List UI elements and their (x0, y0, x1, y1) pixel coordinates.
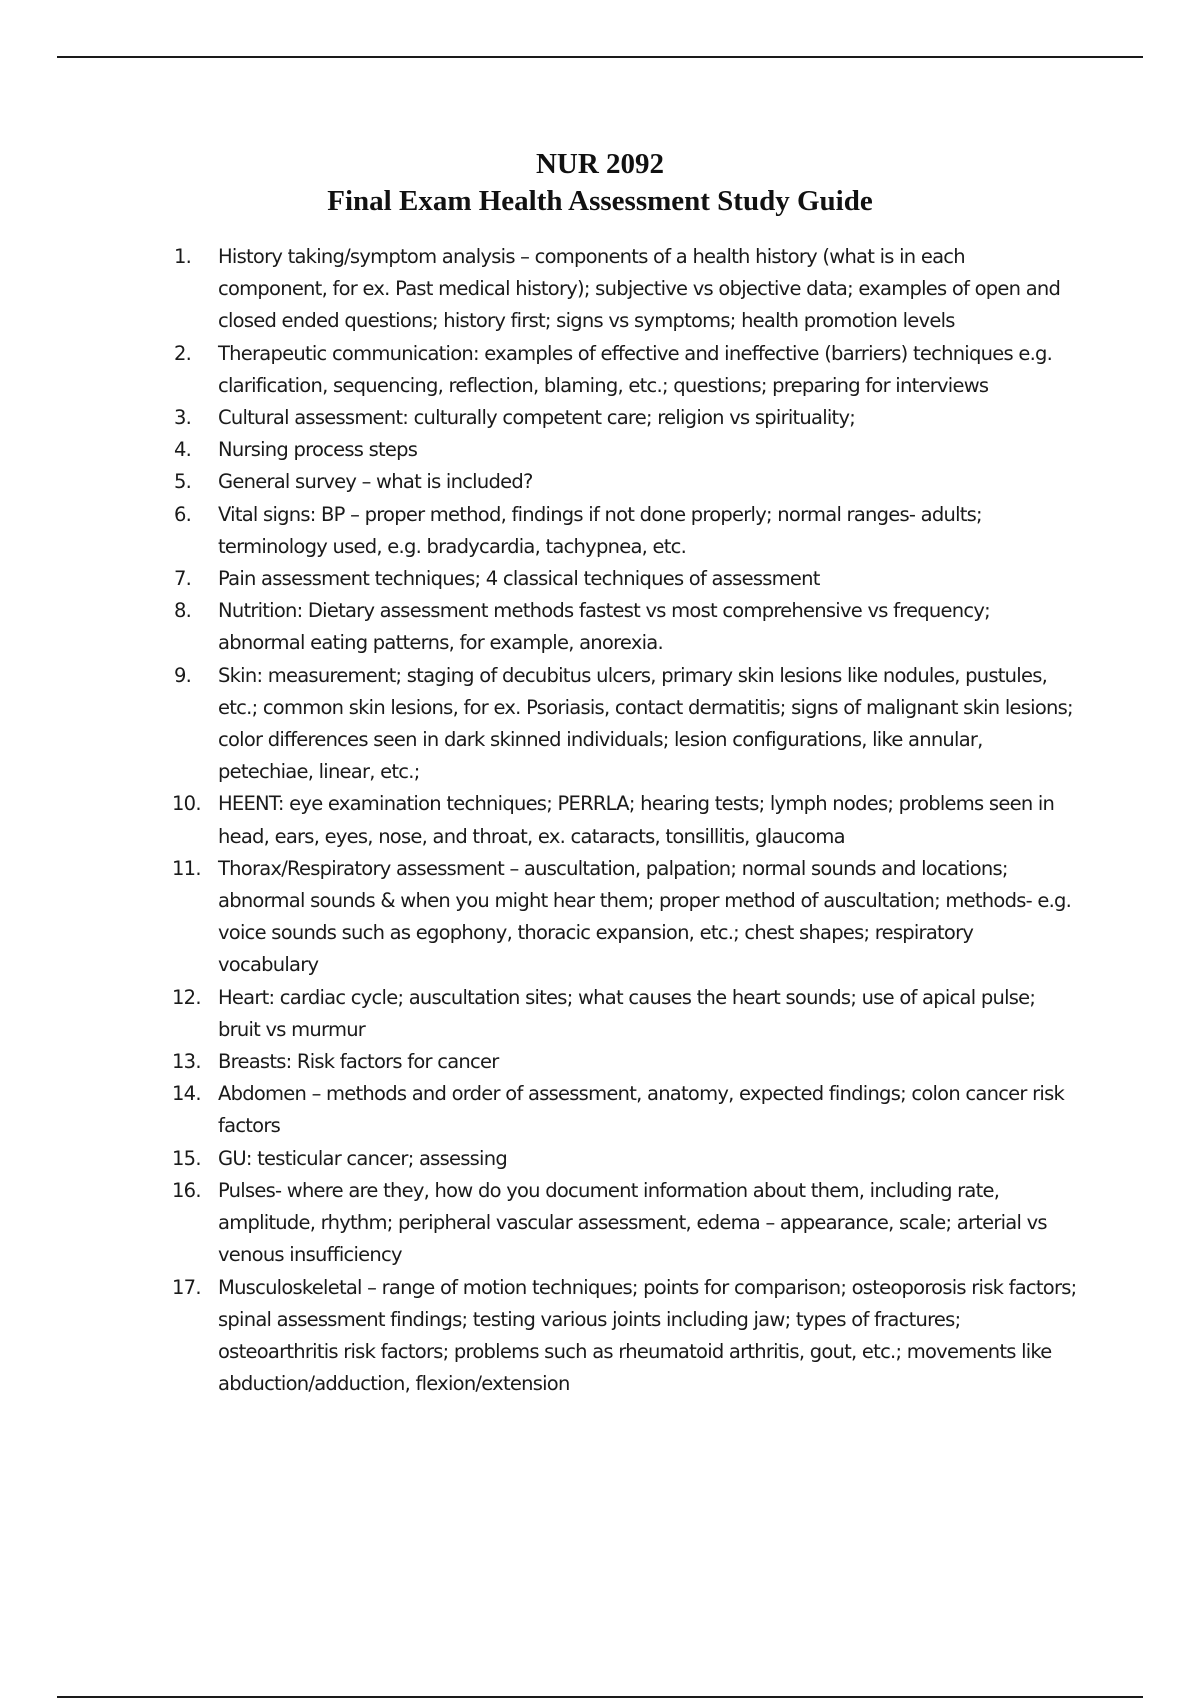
item-number: 7. (174, 567, 192, 591)
item-text: Heart: cardiac cycle; auscultation sites; what causes the heart sounds; use of apical pulse; bruit vs murmur (218, 985, 1036, 1041)
item-number: 12. (172, 985, 201, 1009)
item-number: 3. (174, 406, 192, 430)
item-text: Nursing process steps (218, 438, 418, 462)
item-number: 17. (172, 1275, 201, 1299)
list-item (172, 788, 1078, 852)
item-number: 15. (172, 1146, 201, 1170)
list-item (172, 982, 1078, 1046)
item-text: Breasts: Risk factors for cancer (218, 1050, 499, 1074)
list-item (174, 241, 1078, 338)
item-number: 6. (174, 502, 192, 526)
list-item (174, 499, 1078, 563)
list-item (174, 563, 1078, 595)
list-item (174, 434, 1078, 466)
title-block (0, 146, 1200, 220)
list-item (172, 1143, 1078, 1175)
list-item (174, 402, 1078, 434)
item-text: Thorax/Respiratory assessment – auscultation, palpation; normal sounds and locations; abnormal sounds & when you might hear them; proper method of auscultation; methods- e.g. voice sounds such as egophony, thoracic expansion, etc.; chest shapes; respiratory vocabulary (218, 856, 1072, 977)
item-text: GU: testicular cancer; assessing (218, 1146, 507, 1170)
item-text: History taking/symptom analysis – components of a health history (what is in each component, for ex. Past medical history); subjective vs objective data; examples of open and closed ended questions; history first; signs vs symptoms; health promotion levels (218, 245, 1061, 333)
list-item (172, 1272, 1078, 1401)
item-text: Vital signs: BP – proper method, findings if not done properly; normal ranges- adults; terminology used, e.g. bradycardia, tachypnea, etc. (218, 502, 982, 558)
item-number: 10. (172, 792, 201, 816)
header-rule (57, 56, 1143, 58)
item-text: Cultural assessment: culturally competent care; religion vs spirituality; (218, 406, 856, 430)
item-number: 8. (174, 599, 192, 623)
item-text: HEENT: eye examination techniques; PERRLA; hearing tests; lymph nodes; problems seen in head, ears, eyes, nose, and throat, ex. cataracts, tonsillitis, glaucoma (218, 792, 1055, 848)
footer-rule (57, 1696, 1143, 1698)
list-item (172, 853, 1078, 982)
course-code: NUR 2092 (535, 148, 665, 180)
item-number: 2. (174, 341, 192, 365)
item-number: 16. (172, 1178, 201, 1202)
list-item (174, 466, 1078, 498)
item-number: 5. (174, 470, 192, 494)
list-item (174, 660, 1078, 789)
item-number: 4. (174, 438, 192, 462)
item-number: 11. (172, 856, 201, 880)
list-item (174, 338, 1078, 402)
item-text: Abdomen – methods and order of assessment, anatomy, expected findings; colon cancer risk factors (218, 1082, 1065, 1138)
item-number: 9. (174, 663, 192, 687)
document-title: Final Exam Health Assessment Study Guide (327, 185, 873, 217)
item-text: Pulses- where are they, how do you document information about them, including rate, amplitude, rhythm; peripheral vascular assessment, edema – appearance, scale; arterial vs venous insufficiency (218, 1178, 1047, 1267)
item-text: Skin: measurement; staging of decubitus ulcers, primary skin lesions like nodules, pustules, etc.; common skin lesions, for ex. Psoriasis, contact dermatitis; signs of malignant skin lesions; color differences seen in dark skinned individuals; lesion configurations, like annular, petechiae, linear, etc.; (218, 663, 1073, 784)
item-text: General survey – what is included? (218, 470, 533, 494)
list-item (172, 1046, 1078, 1078)
list-item (172, 1078, 1078, 1142)
item-text: Therapeutic communication: examples of effective and ineffective (barriers) techniques e.g. clarification, sequencing, reflection, blaming, etc.; questions; preparing for interviews (218, 341, 1053, 397)
item-number: 14. (172, 1082, 201, 1106)
list-item (172, 1175, 1078, 1272)
study-topic-list (172, 241, 1078, 1400)
item-number: 13. (172, 1050, 201, 1074)
item-text: Musculoskeletal – range of motion techniques; points for comparison; osteoporosis risk factors; spinal assessment findings; testing various joints including jaw; types of fractures; osteoarthritis risk factors; problems such as rheumatoid arthritis, gout, etc.; movements like abduction/adduction, flexion/extension (218, 1275, 1077, 1396)
item-text: Pain assessment techniques; 4 classical techniques of assessment (218, 567, 820, 591)
item-number: 1. (174, 245, 192, 268)
item-text: Nutrition: Dietary assessment methods fastest vs most comprehensive vs frequency; abnormal eating patterns, for example, anorexia. (218, 599, 990, 655)
list-item (174, 595, 1078, 659)
